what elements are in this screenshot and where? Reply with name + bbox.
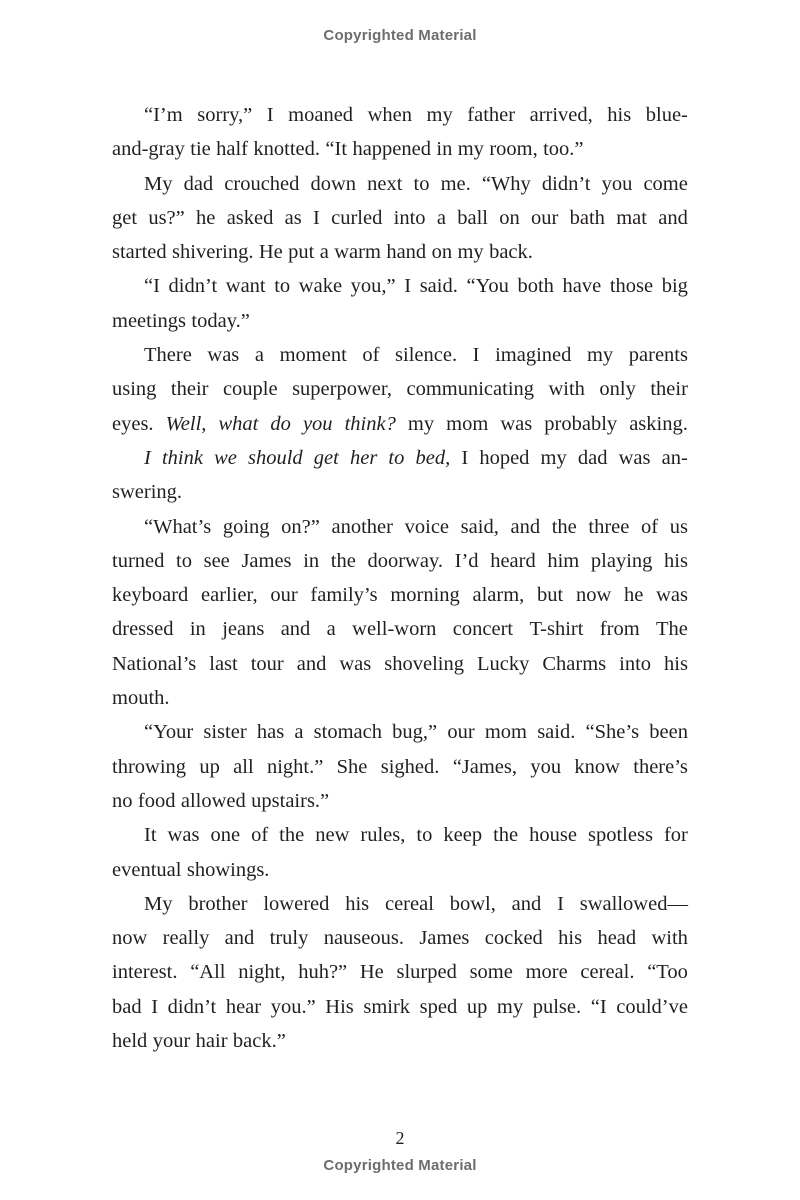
text-line: using their couple superpower, communicating with only their: [112, 378, 688, 401]
text-line: held your hair back.”: [112, 1030, 286, 1053]
text-line: It was one of the new rules, to keep the house spotless for: [144, 824, 688, 847]
watermark-top: Copyrighted Material: [323, 27, 477, 44]
watermark-bottom: Copyrighted Material: [323, 1157, 477, 1174]
text-line: interest. “All night, huh?” He slurped some more cereal. “Too: [112, 961, 688, 984]
text-line: National’s last tour and was shoveling Lucky Charms into his: [112, 652, 688, 675]
text-line: started shivering. He put a warm hand on my back.: [112, 241, 533, 264]
text-line: swering.: [112, 481, 183, 504]
text-line: throwing up all night.” She sighed. “James, you know there’s: [112, 755, 688, 778]
text-line: “What’s going on?” another voice said, and the three of us: [144, 515, 688, 538]
text-line: now really and truly nauseous. James cocked his head with: [112, 927, 688, 950]
text-line: bad I didn’t hear you.” His smirk sped up my pulse. “I could’ve: [112, 995, 688, 1018]
text-line: dressed in jeans and a well-worn concert T-shirt from The: [112, 618, 688, 641]
text-line: “I didn’t want to wake you,” I said. “You both have those big: [144, 275, 688, 298]
text-line: keyboard earlier, our family’s morning alarm, but now he was: [112, 584, 688, 607]
text-line: My dad crouched down next to me. “Why didn’t you come: [144, 172, 688, 195]
text-line: meetings today.”: [112, 309, 250, 332]
page-number: 2: [395, 1128, 405, 1148]
text-line: I think we should get her to bed, I hoped my dad was an-: [144, 446, 688, 469]
text-line: no food allowed upstairs.”: [112, 789, 330, 812]
text-line: eventual showings.: [112, 858, 270, 881]
text-line: get us?” he asked as I curled into a ball on our bath mat and: [112, 206, 688, 229]
text-line: eyes. Well, what do you think? my mom was probably asking.: [112, 412, 688, 435]
text-line: turned to see James in the doorway. I’d heard him playing his: [112, 549, 688, 572]
body-text: [112, 98, 688, 1058]
text-line: My brother lowered his cereal bowl, and I swallowed—: [144, 892, 688, 915]
text-line: mouth.: [112, 687, 170, 710]
text-line: and-gray tie half knotted. “It happened in my room, too.”: [112, 138, 584, 161]
text-line: “I’m sorry,” I moaned when my father arrived, his blue-: [144, 104, 688, 126]
text-line: “Your sister has a stomach bug,” our mom said. “She’s been: [144, 721, 688, 744]
text-line: There was a moment of silence. I imagined my parents: [144, 344, 688, 367]
